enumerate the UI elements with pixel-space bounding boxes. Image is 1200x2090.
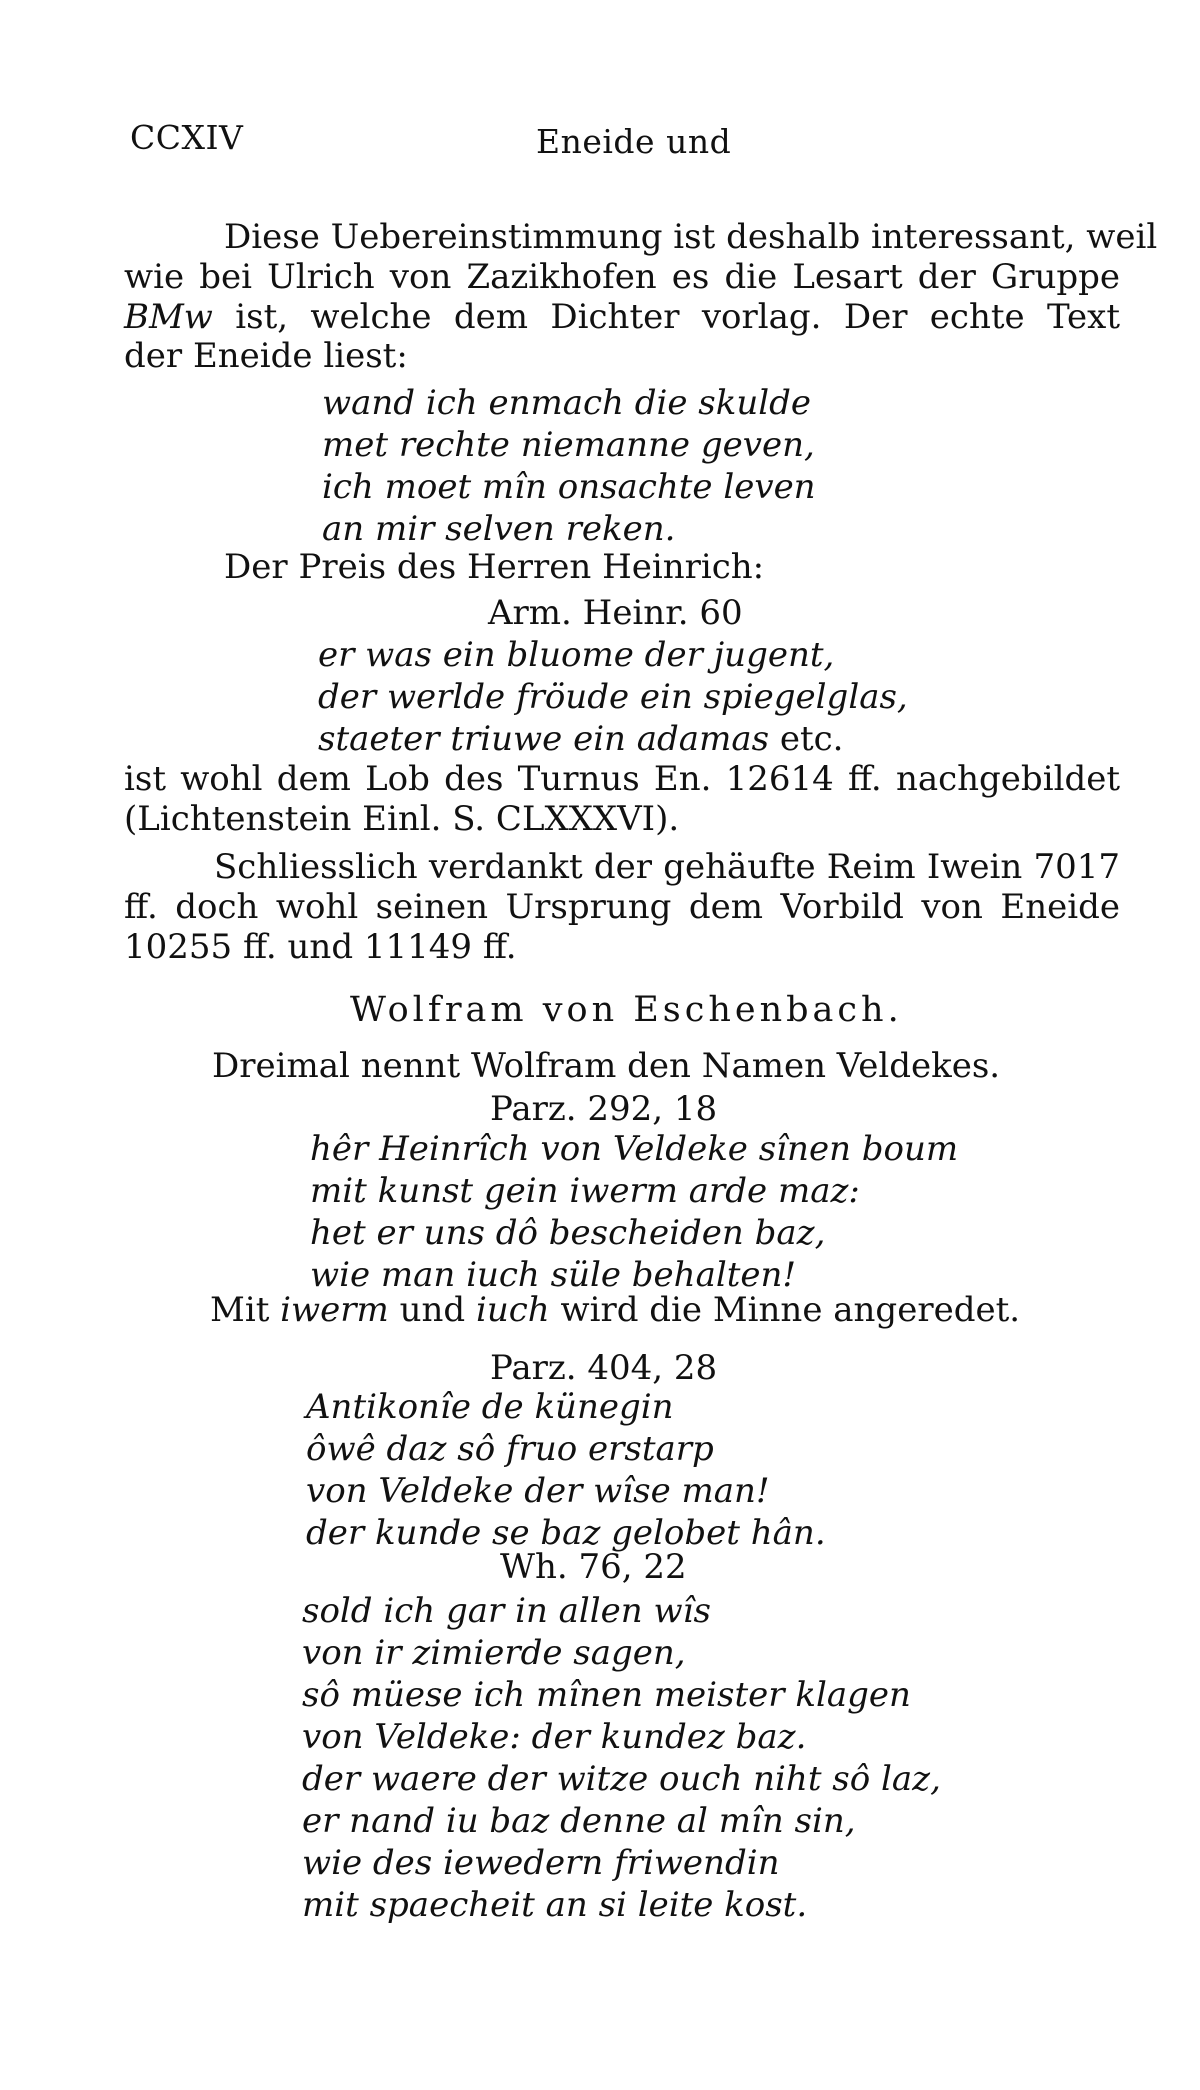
italic-word: iuch	[475, 1290, 550, 1330]
verse-line: der kunde se baz gelobet hân.	[306, 1513, 826, 1553]
verse-line: wie des iewedern friwendin	[302, 1843, 780, 1883]
text-line: ist wohl dem Lob des Turnus En. 12614 ff. nachgebildet	[124, 759, 1120, 799]
paragraph-minne	[210, 1290, 1020, 1330]
verse-line: mit kunst gein iwerm arde maz:	[310, 1171, 860, 1211]
text-line: ff. doch wohl seinen Ursprung dem Vorbild von Eneide	[124, 886, 1120, 927]
citation-parz-292: Parz. 292, 18	[490, 1089, 718, 1129]
verse-line: von ir zimierde sagen,	[302, 1633, 686, 1673]
citation-parz-404: Parz. 404, 28	[490, 1348, 718, 1388]
text-fragment: Mit	[210, 1290, 281, 1330]
verse-line: wie man iuch süle behalten!	[310, 1255, 797, 1295]
paragraph-turnus	[124, 760, 1120, 840]
text-line: wie bei Ulrich von Zazikhofen es die Lesart der Gruppe	[124, 256, 1120, 297]
running-title: Eneide und	[536, 122, 732, 161]
etc-suffix: etc.	[769, 719, 844, 759]
text-line: 10255 ff. und 11149 ff.	[124, 926, 517, 967]
verse-line: ôwê daz sô fruo erstarp	[306, 1429, 714, 1469]
text-fragment: ist, welche dem Dichter vorlag. Der echte Text	[212, 296, 1120, 337]
verse-parz-404	[306, 1386, 826, 1554]
paragraph-wolfram: Dreimal nennt Wolfram den Namen Veldekes.	[212, 1046, 1001, 1086]
verse-line: an mir selven reken.	[322, 509, 676, 549]
verse-eneide	[322, 382, 816, 550]
verse-line: der werlde fröude ein spiegelglas,	[318, 677, 908, 717]
paragraph-agreement	[124, 217, 1158, 377]
verse-parz-292	[310, 1128, 958, 1296]
verse-heinrich	[318, 634, 908, 760]
verse-line: mit spaecheit an si leite kost.	[302, 1885, 808, 1925]
verse-line: wand ich enmach die skulde	[322, 383, 812, 423]
text-line: (Lichtenstein Einl. S. CLXXXVI).	[124, 798, 680, 839]
verse-line	[318, 718, 908, 760]
verse-line: hêr Heinrîch von Veldeke sînen boum	[310, 1129, 959, 1169]
page-number: CCXIV	[130, 118, 244, 157]
verse-line: sô müese ich mînen meister klagen	[302, 1675, 911, 1715]
text-line: Schliesslich verdankt der gehäufte Reim Iwein 7017	[214, 847, 1120, 887]
verse-line: met rechte niemanne geven,	[322, 425, 815, 465]
verse-line: er was ein bluome der jugent,	[318, 635, 835, 675]
verse-line: von Veldeke: der kundez baz.	[302, 1717, 807, 1757]
verse-line: ich moet mîn onsachte leven	[322, 467, 816, 507]
manuscript-group: BMw	[124, 296, 213, 337]
italic-word: iwerm	[280, 1290, 389, 1330]
verse-line: der waere der witze ouch niht sô laz,	[302, 1759, 941, 1799]
citation-wh: Wh. 76, 22	[500, 1547, 687, 1587]
verse-line: von Veldeke der wîse man!	[306, 1471, 770, 1511]
section-title: Wolfram von Eschenbach.	[350, 990, 903, 1030]
verse-fragment: staeter triuwe ein adamas	[318, 719, 770, 759]
verse-line: het er uns dô bescheiden baz,	[310, 1213, 826, 1253]
text-fragment: und	[388, 1290, 476, 1330]
paragraph-iwein	[124, 848, 1120, 967]
verse-line: sold ich gar in allen wîs	[302, 1591, 711, 1631]
citation-arm-heinr: Arm. Heinr. 60	[488, 593, 743, 633]
text-fragment: wird die Minne angeredet.	[549, 1290, 1021, 1330]
text-line: der Eneide liest:	[124, 336, 408, 377]
verse-line: Antikonîe de künegin	[306, 1387, 674, 1427]
text-line	[124, 298, 1120, 338]
text-line: Diese Uebereinstimmung ist deshalb interessant, weil	[224, 217, 1158, 257]
verse-line: er nand iu baz denne al mîn sin,	[302, 1801, 856, 1841]
verse-wh	[302, 1590, 941, 1926]
paragraph-praise: Der Preis des Herren Heinrich:	[224, 547, 765, 587]
